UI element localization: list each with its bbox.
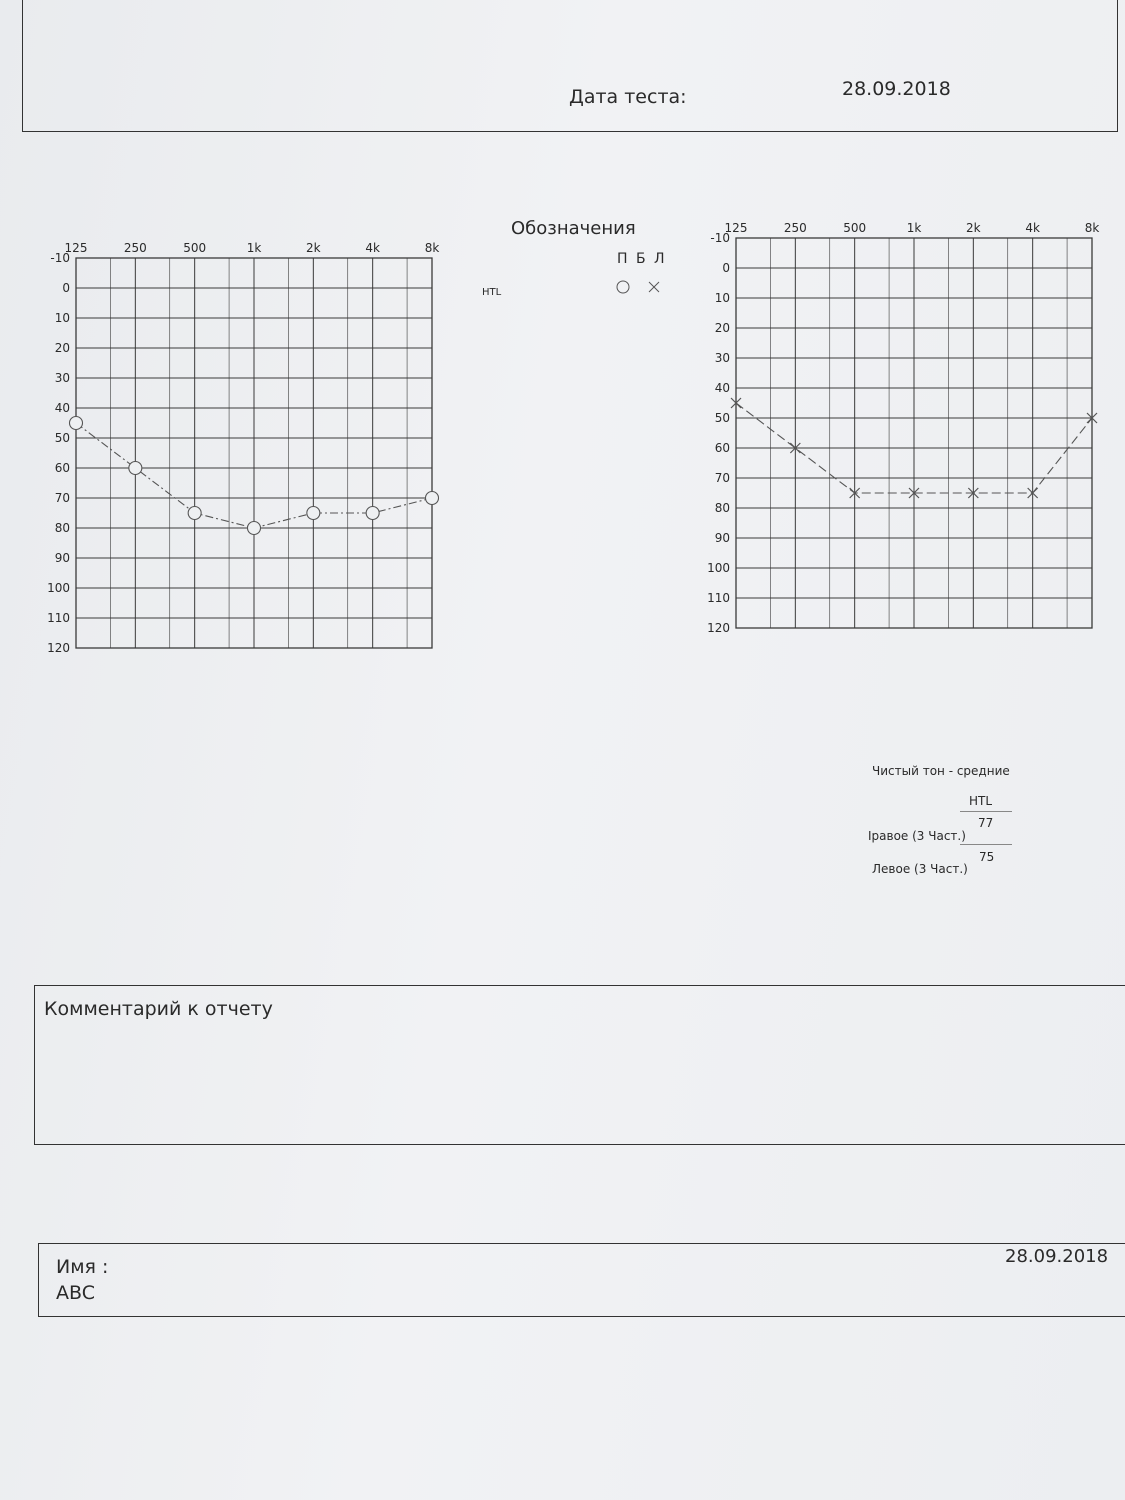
name-box [38, 1243, 1125, 1317]
stats-rule [960, 811, 1012, 812]
y-tick-label: 100 [707, 561, 730, 575]
data-point-circle [426, 492, 439, 505]
stats-left-value: 75 [979, 850, 995, 864]
y-tick-label: -10 [710, 231, 730, 245]
data-point-circle [129, 462, 142, 475]
header-box [22, 0, 1118, 132]
legend-cross-icon [645, 278, 663, 296]
data-point-circle [366, 507, 379, 520]
x-tick-label: 8k [1084, 221, 1100, 235]
name-label: Имя : [56, 1256, 109, 1278]
stats-rule [960, 844, 1012, 845]
y-tick-label: 30 [714, 351, 730, 365]
stats-right-label: Iравое (3 Част.) [868, 829, 966, 843]
x-tick-label: 500 [843, 221, 867, 235]
data-point-circle [188, 507, 201, 520]
x-tick-label: 125 [724, 221, 748, 235]
y-tick-label: 30 [54, 371, 70, 385]
legend-circle-icon [614, 278, 632, 296]
audiogram-left-ear-svg [690, 218, 1110, 648]
x-tick-label: 1k [246, 241, 262, 255]
audiogram-right-ear-svg [30, 238, 450, 668]
y-tick-label: 110 [707, 591, 730, 605]
y-tick-label: 90 [714, 531, 730, 545]
y-tick-label: 90 [54, 551, 70, 565]
y-tick-label: 50 [54, 431, 70, 445]
y-tick-label: 120 [707, 621, 730, 635]
x-tick-label: 4k [365, 241, 380, 255]
name-value: ABC [56, 1282, 95, 1304]
y-tick-label: 80 [714, 501, 730, 515]
comment-title: Комментарий к отчету [44, 998, 273, 1020]
x-tick-label: 1k [906, 221, 922, 235]
y-tick-label: 0 [722, 261, 730, 275]
y-tick-label: 120 [47, 641, 70, 655]
y-tick-label: 70 [54, 491, 70, 505]
y-tick-label: 40 [54, 401, 70, 415]
x-tick-label: 250 [783, 221, 807, 235]
y-tick-label: 10 [54, 311, 70, 325]
y-tick-label: 20 [714, 321, 730, 335]
legend-htl-label: HTL [482, 287, 502, 298]
legend-title: Обозначения [511, 218, 636, 239]
y-tick-label: 50 [714, 411, 730, 425]
x-tick-label: 125 [64, 241, 88, 255]
x-tick-label: 8k [424, 241, 440, 255]
y-tick-label: 60 [54, 461, 70, 475]
x-tick-label: 2k [966, 221, 981, 235]
stats-htl-label: HTL [969, 794, 993, 808]
stats-right-value: 77 [978, 816, 994, 830]
y-tick-label: 80 [54, 521, 70, 535]
y-tick-label: 20 [54, 341, 70, 355]
y-tick-label: -10 [50, 251, 70, 265]
y-tick-label: 60 [714, 441, 730, 455]
data-point-circle [307, 507, 320, 520]
audiogram-right-ear [30, 238, 450, 672]
footer-date: 28.09.2018 [1005, 1246, 1109, 1267]
stats-title: Чистый тон - средние [872, 764, 1010, 778]
x-tick-label: 250 [123, 241, 147, 255]
y-tick-label: 100 [47, 581, 70, 595]
x-tick-label: 2k [306, 241, 321, 255]
data-point-circle [70, 417, 83, 430]
test-date-value: 28.09.2018 [842, 78, 951, 100]
test-date-label: Дата теста: [569, 86, 687, 108]
y-tick-label: 110 [47, 611, 70, 625]
y-tick-label: 10 [714, 291, 730, 305]
y-tick-label: 0 [62, 281, 70, 295]
stats-left-label: Левое (3 Част.) [872, 862, 968, 876]
legend-columns: П Б Л [617, 251, 667, 267]
x-tick-label: 4k [1025, 221, 1040, 235]
data-point-circle [248, 522, 261, 535]
y-tick-label: 40 [714, 381, 730, 395]
audiogram-left-ear [690, 218, 1110, 652]
y-tick-label: 70 [714, 471, 730, 485]
x-tick-label: 500 [183, 241, 207, 255]
